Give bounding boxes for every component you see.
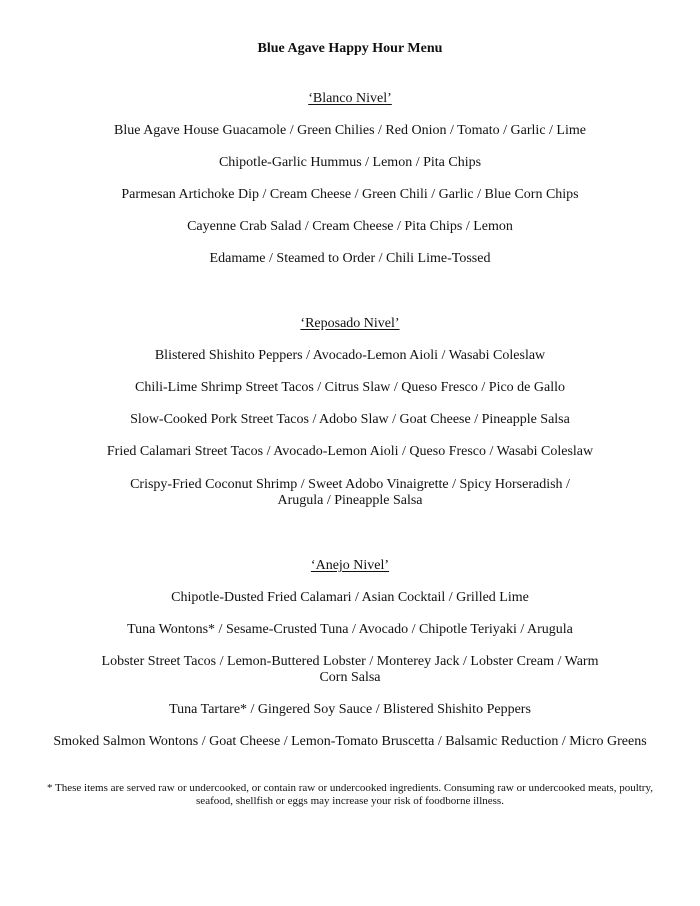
menu-item: Chipotle-Garlic Hummus / Lemon / Pita Chips [218, 155, 482, 170]
menu-item: Tuna Tartare* / Gingered Soy Sauce / Blistered Shishito Peppers [169, 702, 531, 717]
menu-item: Chipotle-Dusted Fried Calamari / Asian Cocktail / Grilled Lime [171, 590, 529, 605]
menu-item: Cayenne Crab Salad / Cream Cheese / Pita Chips / Lemon [187, 219, 513, 234]
menu-item: Smoked Salmon Wontons / Goat Cheese / Lemon-Tomato Bruscetta / Balsamic Reduction / Micro Greens [53, 734, 647, 749]
menu-item: Slow-Cooked Pork Street Tacos / Adobo Slaw / Goat Cheese / Pineapple Salsa [130, 412, 570, 427]
menu-item: Fried Calamari Street Tacos / Avocado-Lemon Aioli / Queso Fresco / Wasabi Coleslaw [106, 444, 594, 459]
allergen-footnote: * These items are served raw or undercooked, or contain raw or undercooked ingredients. Consuming raw or undercooked meats, poultry, seafood, shellfish or eggs may increase your risk of foodborne illness. [46, 782, 654, 807]
menu-item: Tuna Wontons* / Sesame-Crusted Tuna / Avocado / Chipotle Teriyaki / Arugula [127, 622, 573, 637]
section-heading-reposado: ‘Reposado Nivel’ [300, 316, 400, 331]
menu-item: Parmesan Artichoke Dip / Cream Cheese / Green Chili / Garlic / Blue Corn Chips [121, 187, 579, 202]
section-heading-anejo: ‘Anejo Nivel’ [310, 558, 390, 573]
menu-item: Chili-Lime Shrimp Street Tacos / Citrus Slaw / Queso Fresco / Pico de Gallo [135, 380, 565, 395]
section-heading-blanco: ‘Blanco Nivel’ [308, 91, 392, 106]
menu-item: Blistered Shishito Peppers / Avocado-Lemon Aioli / Wasabi Coleslaw [154, 348, 546, 363]
menu-title: Blue Agave Happy Hour Menu [257, 41, 443, 56]
menu-item: Blue Agave House Guacamole / Green Chilies / Red Onion / Tomato / Garlic / Lime [114, 123, 586, 138]
menu-item: Crispy-Fried Coconut Shrimp / Sweet Adobo Vinaigrette / Spicy Horseradish / Arugula / Pineapple Salsa [130, 477, 570, 508]
menu-item: Lobster Street Tacos / Lemon-Buttered Lobster / Monterey Jack / Lobster Cream / Warm Corn Salsa [101, 654, 599, 685]
menu-item: Edamame / Steamed to Order / Chili Lime-Tossed [209, 251, 491, 266]
